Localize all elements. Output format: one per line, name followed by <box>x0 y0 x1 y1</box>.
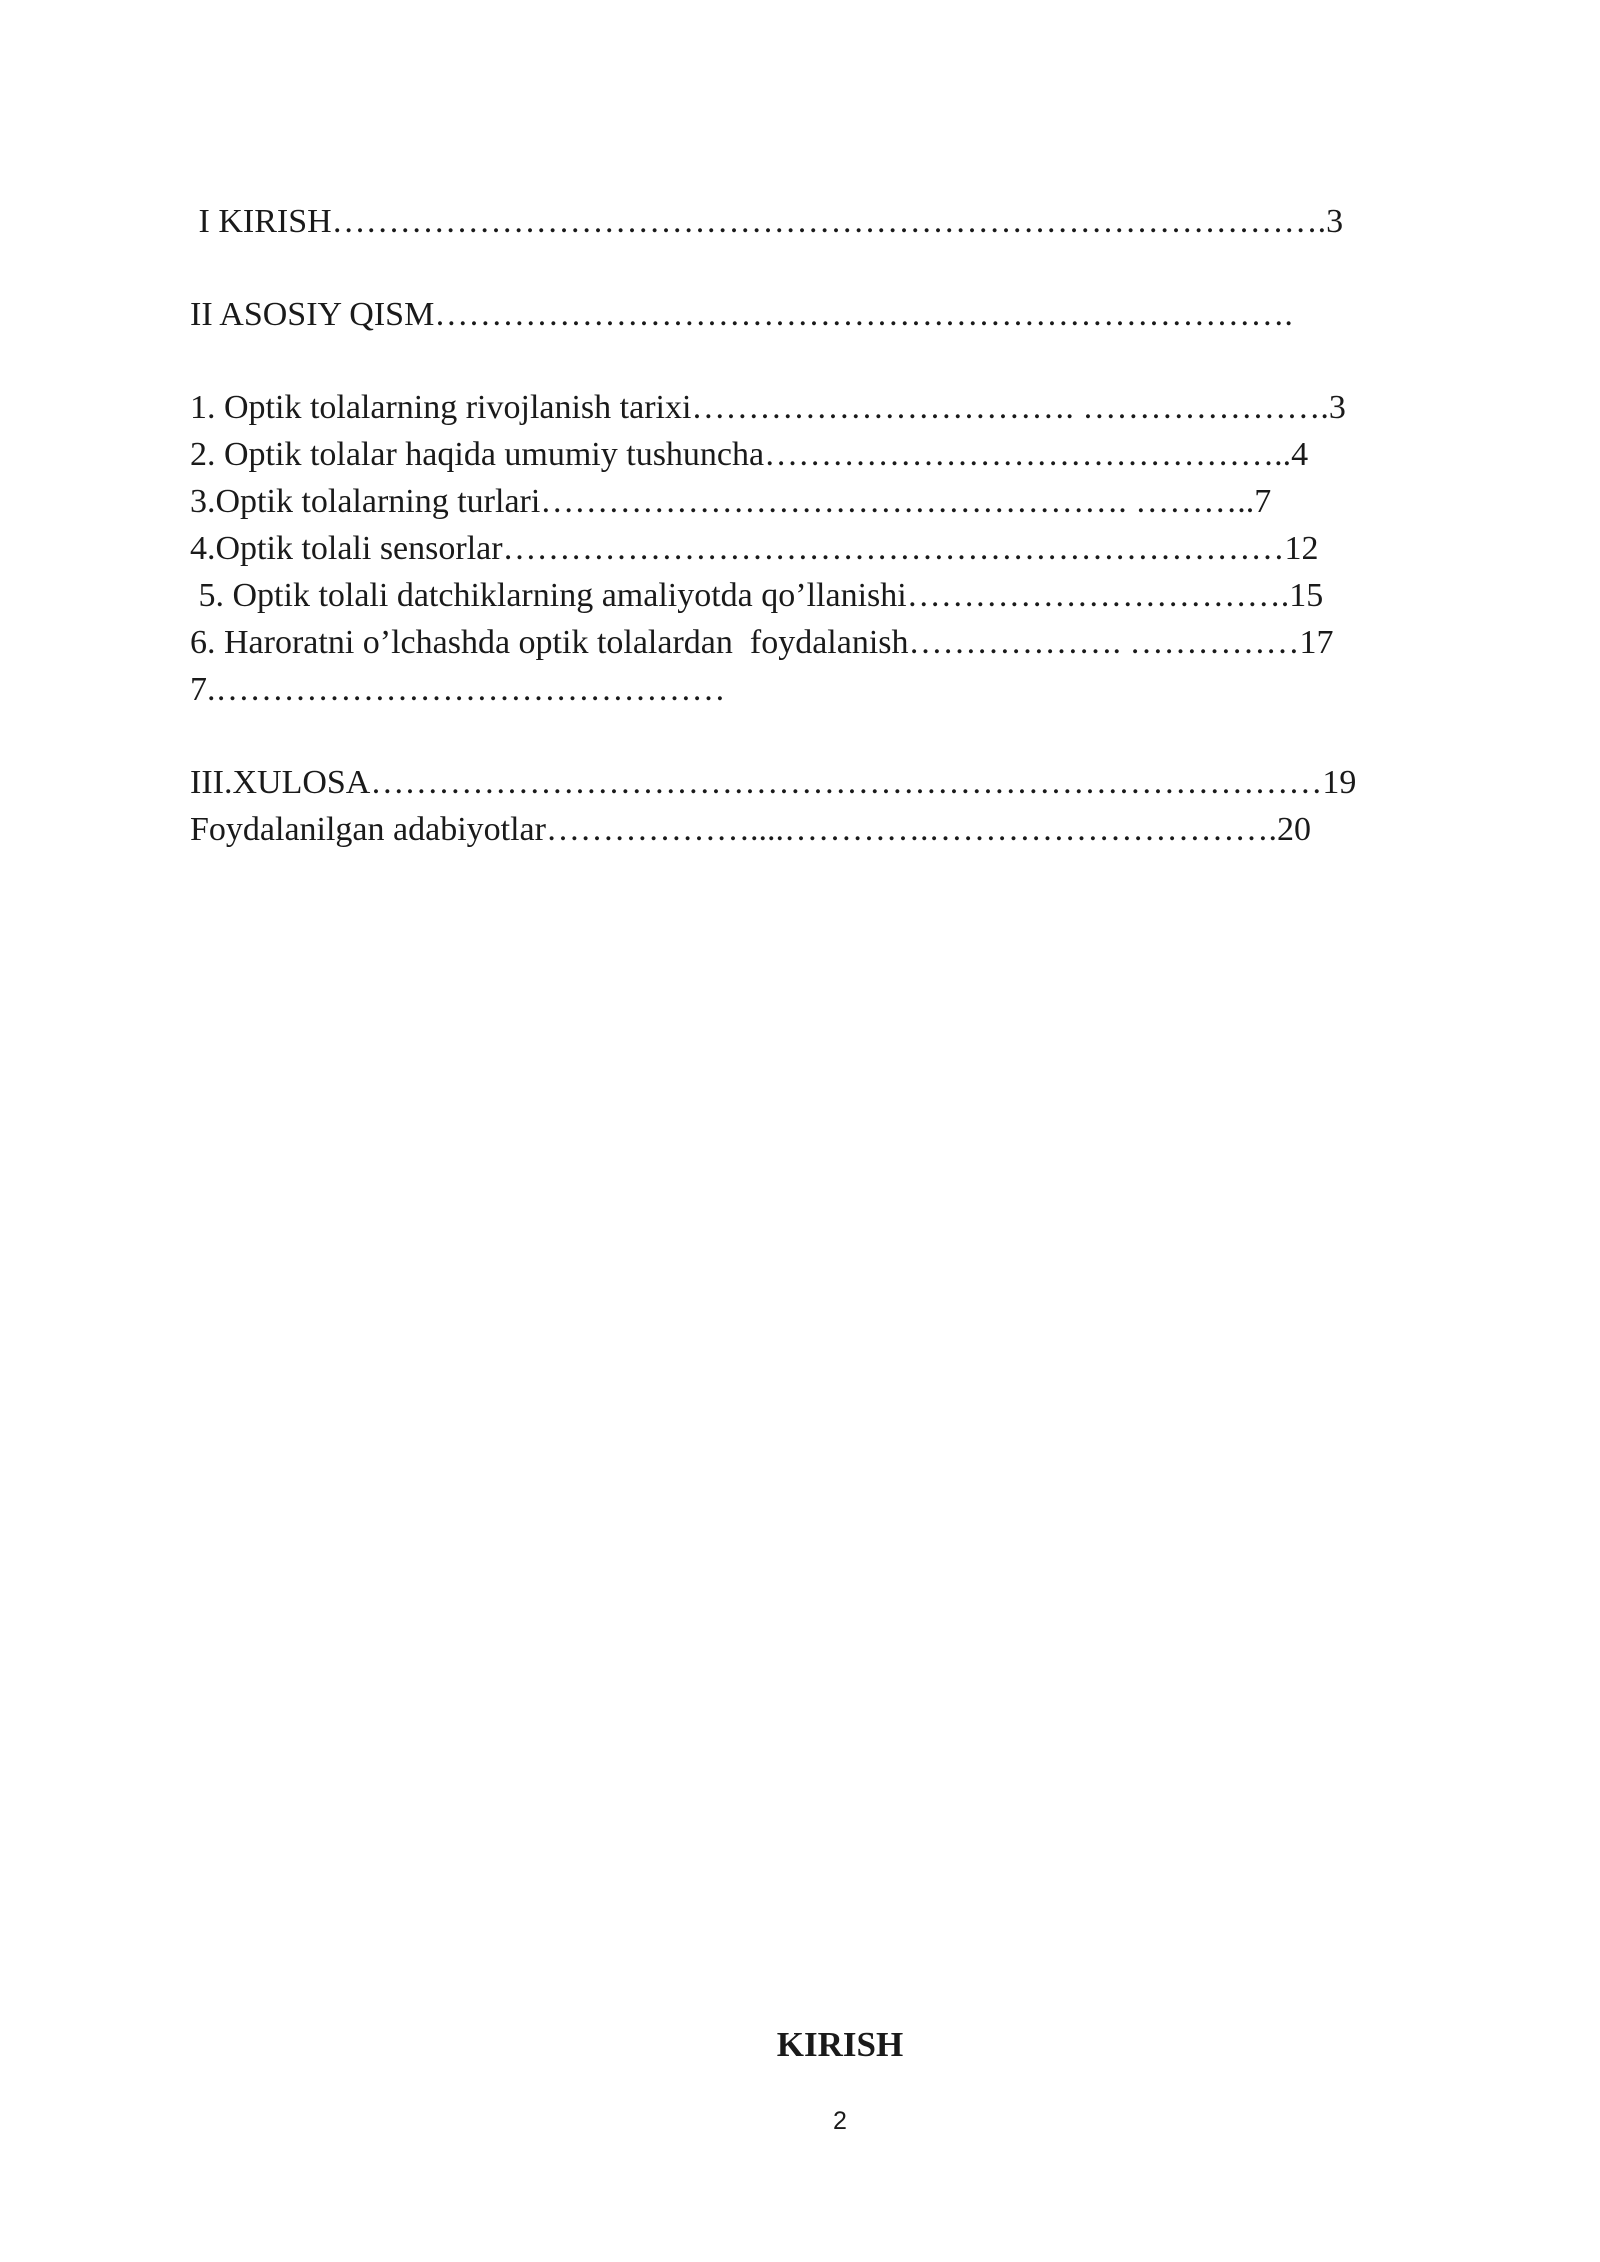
toc-entry-asosiy-qism: II ASOSIY QISM…………………………………………………………………. <box>190 296 1293 333</box>
toc-entry-kirish: I KIRISH…………………………………………………………………………….3 <box>190 203 1344 240</box>
toc-entry-6: 6. Haroratni o’lchashda optik tolalardan foydalanish………………. ……………17 <box>190 624 1334 661</box>
toc-entry-5: 5. Optik tolali datchiklarning amaliyotda qo’llanishi…………………………….15 <box>190 577 1324 614</box>
toc-entry-2: 2. Optik tolalar haqida umumiy tushuncha………………………………………..4 <box>190 436 1309 473</box>
toc-entry-adabiyotlar: Foydalanilgan adabiyotlar………………....………….………………………….20 <box>190 811 1311 848</box>
toc-entry-7: 7.……………………………………… <box>190 671 726 708</box>
toc-entry-xulosa: III.XULOSA…………………………………………………………………………19 <box>190 764 1357 801</box>
toc-entry-4: 4.Optik tolali sensorlar……………………………………………………………12 <box>190 530 1319 567</box>
toc-entry-3: 3.Optik tolalarning turlari……………………………………………. ………..7 <box>190 483 1272 520</box>
toc-entry-1: 1. Optik tolalarning rivojlanish tarixi……………………………. ………………….3 <box>190 389 1346 426</box>
page-number: 2 <box>833 2107 847 2135</box>
section-heading: KIRISH <box>776 2025 904 2064</box>
